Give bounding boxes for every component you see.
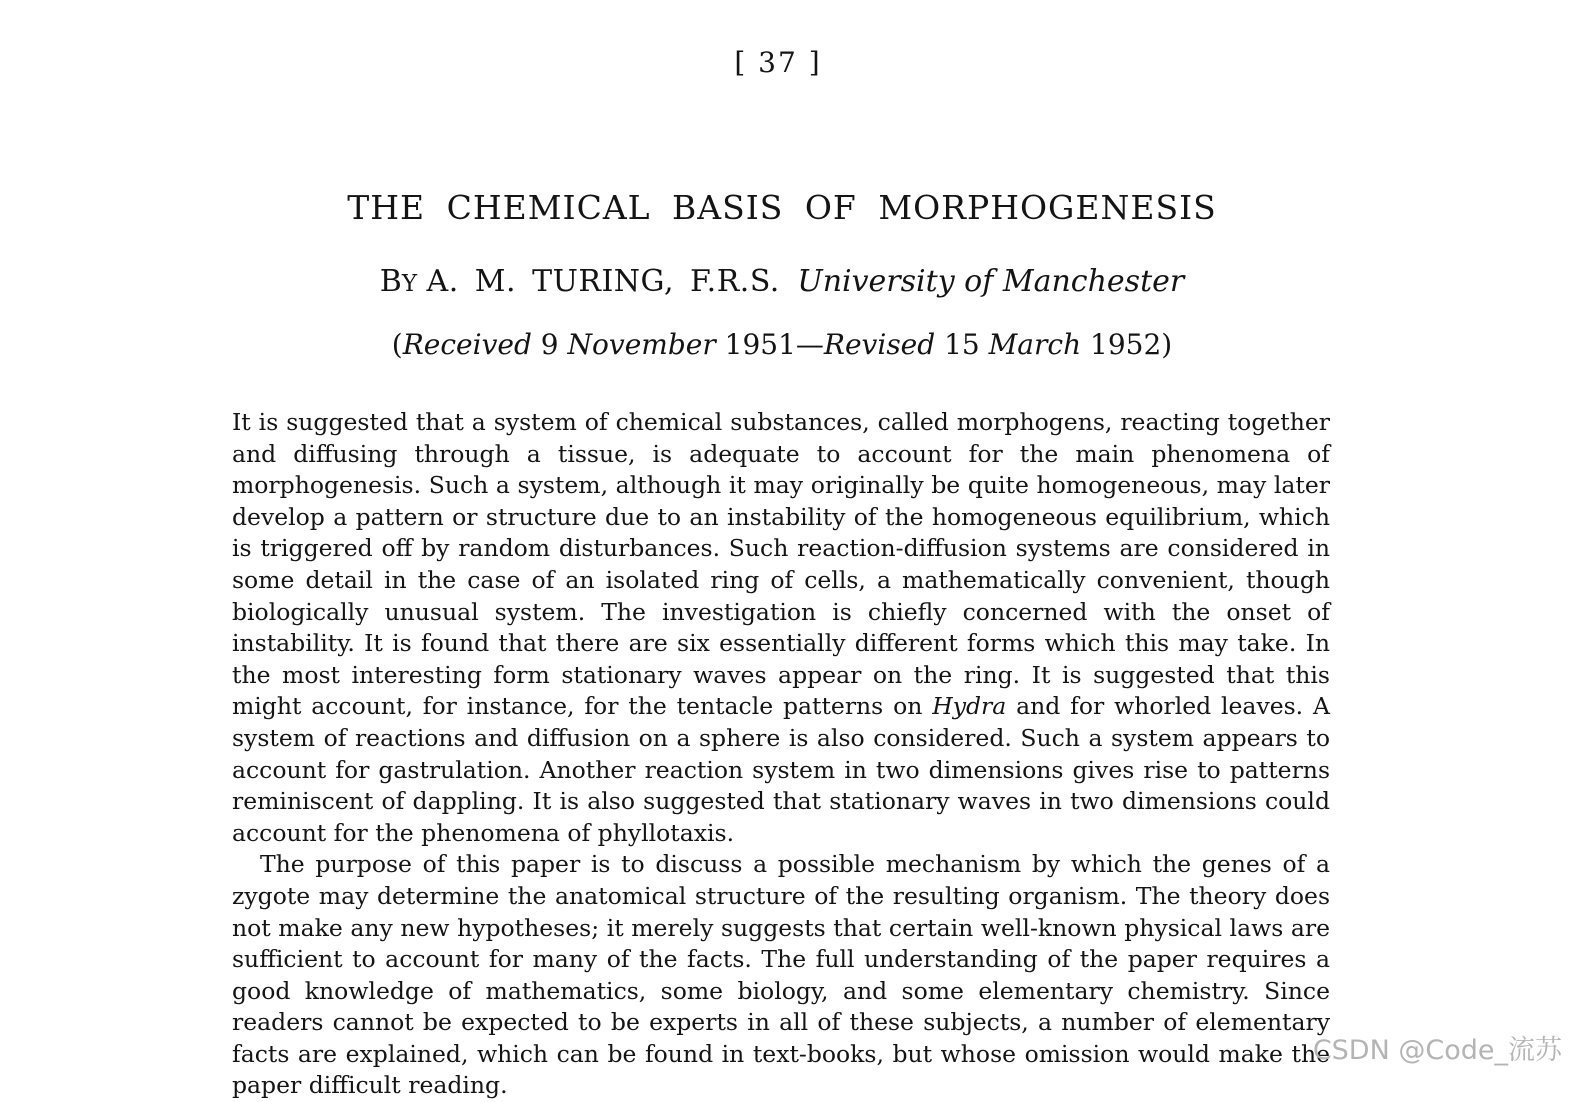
byline: [0, 264, 1564, 299]
received-dash: —: [795, 328, 824, 361]
abstract-paragraph-1: [232, 407, 1330, 849]
received-year: 1951: [724, 328, 796, 361]
received-open-paren: (: [391, 328, 403, 361]
received-day: 9: [540, 328, 559, 361]
abstract: [232, 407, 1330, 1102]
revised-label: Revised: [823, 328, 936, 361]
byline-by-rest: Y: [401, 271, 417, 297]
abstract-paragraph-2: The purpose of this paper is to discuss a possible mechanism by which the genes of a zygote may determine the anatomical structure of the resulting organism. The theory does not make any new hypotheses; it merely suggests that certain well-known physical laws are sufficient to account for many of the facts. The full understanding of the paper requires a good knowledge of mathematics, some biology, and some elementary chemistry. Since readers cannot be expected to be experts in all of these subjects, a number of elementary facts are explained, which can be found in text-books, but whose omission would make the paper difficult reading.: [232, 850, 1330, 1100]
abstract-p1-text-a: It is suggested that a system of chemical substances, called morphogens, reacting together and diffusing through a tissue, is adequate to account for the main phenomena of morphogenesis. Such a system, although it may originally be quite homogeneous, may later develop a pattern or structure due to an instability of the homogeneous equilibrium, which is triggered off by random disturbances. Such reaction-diffusion systems are considered in some detail in the case of an isolated ring of cells, a mathematically convenient, though biologically unusual system. The investigation is chiefly concerned with the onset of instability. It is found that there are six essentially different forms which this may take. In the most interesting form stationary waves appear on the ring. It is suggested that this might account, for instance, for the tentacle patterns on: [232, 408, 1330, 721]
author-name: A. M. TURING, F.R.S.: [426, 264, 780, 299]
watermark: CSDN @Code_流苏: [1312, 1035, 1562, 1066]
received-label: Received: [402, 328, 532, 361]
received-month: November: [567, 328, 716, 361]
abstract-p1-text-b: and for whorled leaves. A system of reactions and diffusion on a sphere is also considered. Such a system appears to account for gastrulation. Another reaction system in two dimensions gives rise to patterns reminiscent of dappling. It is also suggested that stationary waves in two dimensions could account for the phenomena of phyllotaxis.: [232, 692, 1330, 847]
received-close-paren: ): [1161, 328, 1173, 361]
paper-title: THE CHEMICAL BASIS OF MORPHOGENESIS: [347, 188, 1217, 227]
page-number: [ 37 ]: [734, 46, 822, 79]
abstract-p1-italic-hydra: Hydra: [932, 692, 1007, 721]
revised-month: March: [988, 328, 1082, 361]
author-affiliation: University of Manchester: [797, 264, 1185, 299]
received-dates: [0, 328, 1564, 361]
byline-by-first: B: [379, 264, 402, 299]
revised-year: 1952: [1090, 328, 1162, 361]
revised-day: 15: [944, 328, 980, 361]
